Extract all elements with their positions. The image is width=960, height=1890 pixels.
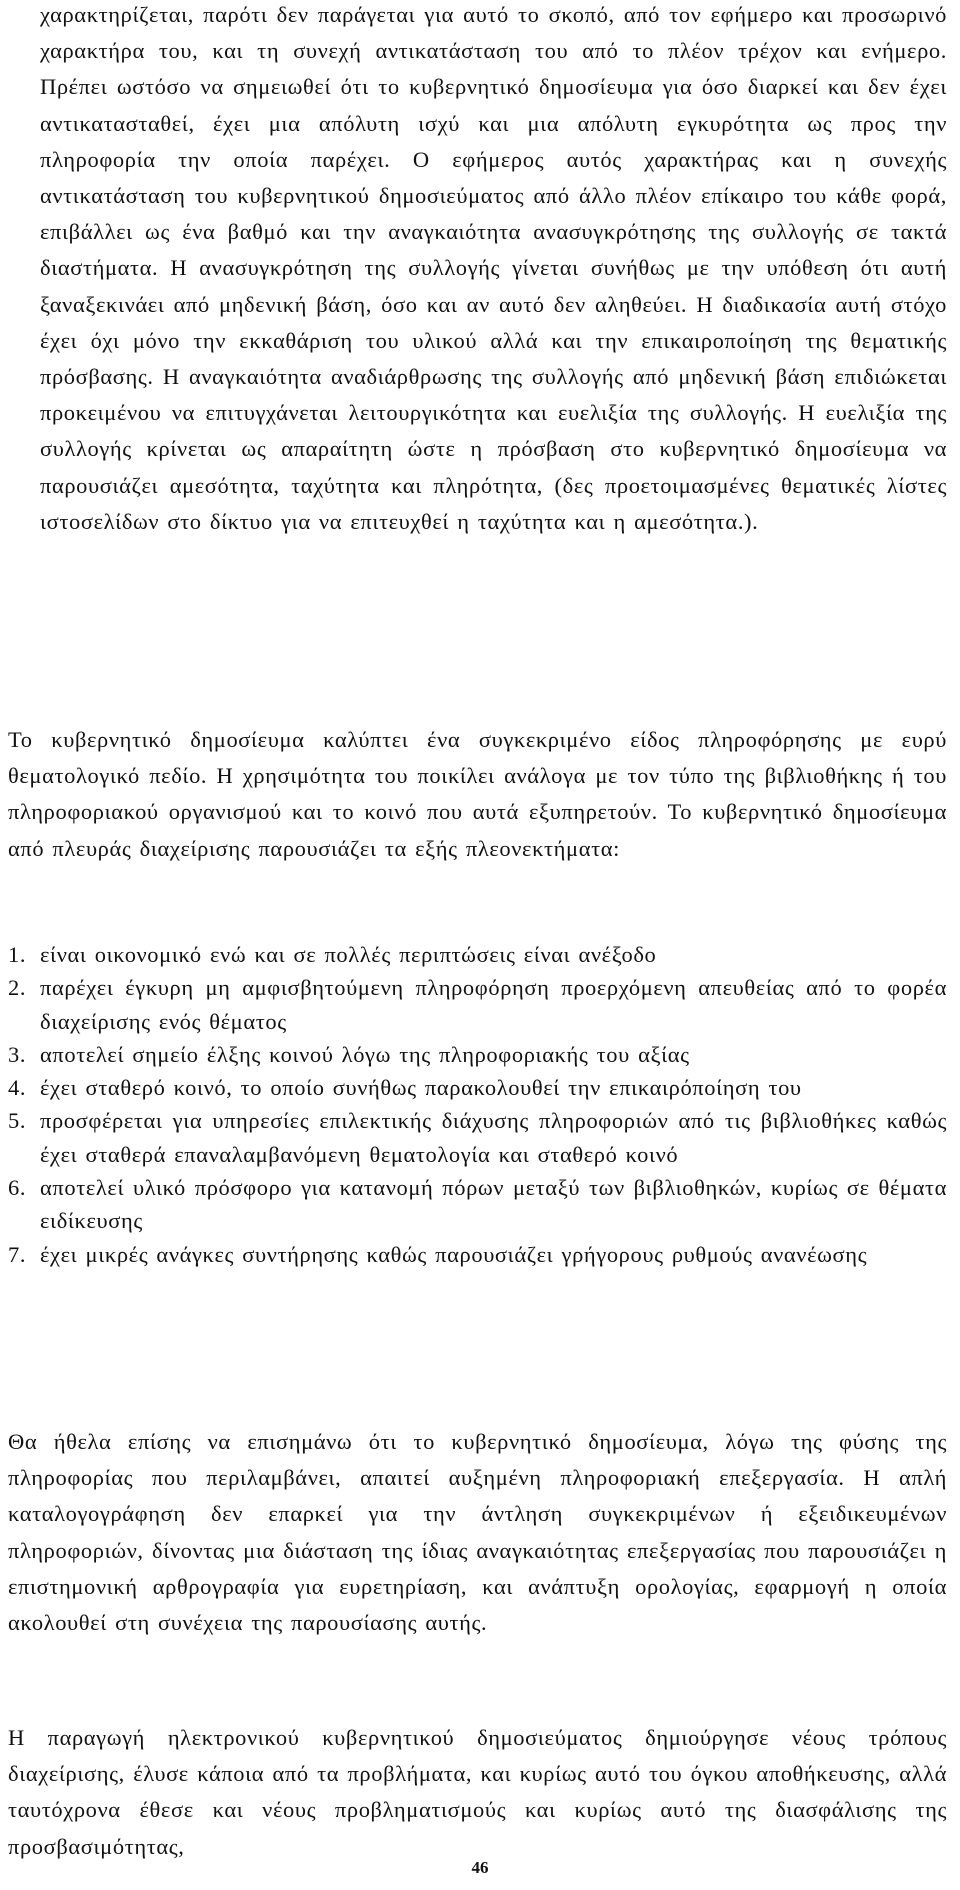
list-item-number: 2. <box>8 975 27 1001</box>
page-number: 46 <box>471 1858 489 1877</box>
list-item-text: έχει σταθερό κοινό, το οποίο συνήθως παρακολουθεί την επικαιρόποίηση του <box>40 1075 802 1101</box>
list-item-text: αποτελεί υλικό πρόσφορο για κατανομή πόρων μεταξύ των βιβλιοθηκών, κυρίως σε θέματα ειδίκευσης <box>40 1175 947 1234</box>
list-item <box>8 1171 947 1238</box>
paragraph-information-processing: Θα ήθελα επίσης να επισημάνω ότι το κυβερνητικό δημοσίευμα, λόγω της φύσης της πληροφορίας που περιλαμβάνει, απαιτεί αυξημένη πληροφοριακή επεξεργασία. Η απλή καταλογογράφηση δεν επαρκεί για την άντληση συγκεκριμένων ή εξειδικευμένων πληροφοριών, δίνοντας μια διάσταση της ίδιας αναγκαιότητας επεξεργασίας που παρουσιάζει η επιστημονική αρθρογραφία για ευρετηρίαση, και ανάπτυξη ορολογίας, εφαρμογή η οποία ακολουθεί στη συνέχεια της παρουσίασης αυτής. <box>8 1429 947 1636</box>
advantages-list <box>8 938 947 1271</box>
list-item <box>8 1104 947 1171</box>
list-item-text: προσφέρεται για υπηρεσίες επιλεκτικής διάχυσης πληροφοριών από τις βιβλιοθήκες καθώς έχει σταθερά επαναλαμβανόμενη θεματολογία και σταθερό κοινό <box>40 1108 947 1167</box>
list-item-text: έχει μικρές ανάγκες συντήρησης καθώς παρουσιάζει γρήγορους ρυθμούς ανανέωσης <box>40 1241 868 1267</box>
list-item-text: παρέχει έγκυρη μη αμφισβητούμενη πληροφόρηση προερχόμενη απευθείας από το φορέα διαχείρισης ενός θέματος <box>40 975 947 1034</box>
list-item-number: 7. <box>8 1241 27 1267</box>
paragraph-electronic-production: Η παραγωγή ηλεκτρονικού κυβερνητικού δημοσιεύματος δημιούργησε νέους τρόπους διαχείρισης, έλυσε κάποια από τα προβλήματα, και κυρίως αυτό του όγκου αποθήκευσης, αλλά ταυτόχρονα έθεσε και νέους προβληματισμούς και κυρίως αυτό της διασφάλισης της προσβασιμότητας, <box>8 1725 947 1859</box>
list-item-text: αποτελεί σημείο έλξης κοινού λόγω της πληροφοριακής του αξίας <box>40 1041 690 1067</box>
list-item-number: 6. <box>8 1175 27 1201</box>
list-item <box>8 1038 947 1071</box>
paragraph-advantages-intro: Το κυβερνητικό δημοσίευμα καλύπτει ένα συγκεκριμένο είδος πληροφόρησης με ευρύ θεματολογικό πεδίο. Η χρησιμότητα του ποικίλει ανάλογα με τον τύπο της βιβλιοθήκης ή του πληροφοριακού οργανισμού και το κοινό που αυτά εξυπηρετούν. Το κυβερνητικό δημοσίευμα από πλευράς διαχείρισης παρουσιάζει τα εξής πλεονεκτήματα: <box>8 727 947 861</box>
list-item-number: 5. <box>8 1108 27 1134</box>
list-item-number: 3. <box>8 1041 27 1067</box>
list-item-number: 1. <box>8 942 27 967</box>
list-item <box>8 971 947 1038</box>
list-item <box>8 1238 947 1271</box>
paragraph-collection-renewal: χαρακτηρίζεται, παρότι δεν παράγεται για αυτό το σκοπό, από τον εφήμερο και προσωρινό χαρακτήρα του, και τη συνεχή αντικατάσταση του από το πλέον τρέχον και ενήμερο. Πρέπει ωστόσο να σημειωθεί ότι το κυβερνητικό δημοσίευμα για όσο διαρκεί και δεν έχει αντικατασταθεί, έχει μια απόλυτη ισχύ και μια απόλυτη εγκυρότητα ως προς την πληροφορία την οποία παρέχει. Ο εφήμερος αυτός χαρακτήρας και η συνεχής αντικατάσταση του κυβερνητικού δημοσιεύματος από άλλο πλέον επίκαιρο του κάθε φορά, επιβάλλει ως ένα βαθμό και την αναγκαιότητα ανασυγκρότησης της συλλογής σε τακτά διαστήματα. Η ανασυγκρότηση της συλλογής γίνεται συνήθως με την υπόθεση ότι αυτή ξαναξεκινάει από μηδενική βάση, όσο και αν αυτό δεν αληθεύει. Η διαδικασία αυτή στόχο έχει όχι μόνο την εκκαθάριση του υλικού αλλά και την επικαιροποίηση της θεματικής πρόσβασης. Η αναγκαιότητα αναδιάρθρωσης της συλλογής από μηδενική βάση επιδιώκεται προκειμένου να επιτυγχάνεται λειτουργικότητα και ευελιξία της συλλογής. Η ευελιξία της συλλογής κρίνεται ως απαραίτητη ώστε η πρόσβαση στο κυβερνητικό δημοσίευμα να παρουσιάζει αμεσότητα, ταχύτητα και πληρότητα, (δες προετοιμασμένες θεματικές λίστες ιστοσελίδων στο δίκτυο για να επιτευχθεί η ταχύτητα και η αμεσότητα.). <box>40 2 947 534</box>
list-item <box>8 938 947 971</box>
list-item-text: είναι οικονομικό ενώ και σε πολλές περιπτώσεις είναι ανέξοδο <box>40 942 657 967</box>
list-item <box>8 1071 947 1104</box>
list-item-number: 4. <box>8 1075 27 1101</box>
